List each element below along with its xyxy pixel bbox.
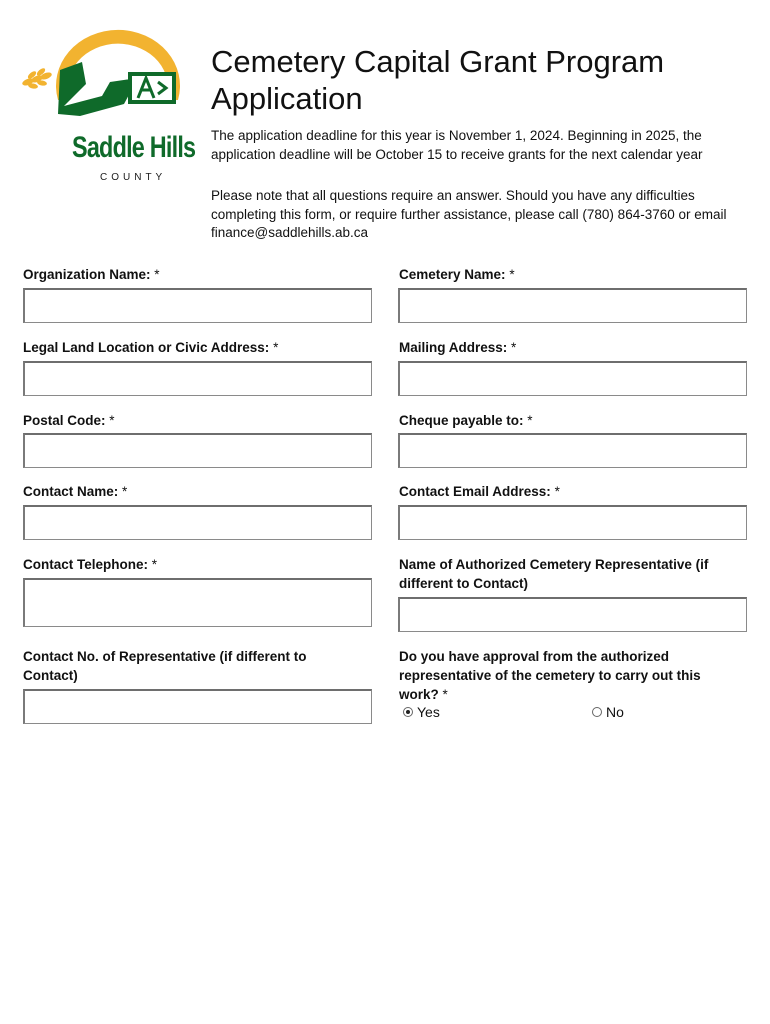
authorized-rep-input[interactable] (398, 597, 747, 632)
contact-note: Please note that all questions require an answer. Should you have any difficulties completing this form, or require further assistance, please call (780) 864-3760 or email finance@saddlehills.ab.ca (211, 188, 727, 240)
rep-contact-no-input[interactable] (23, 689, 372, 724)
contact-telephone-label: Contact Telephone: * (23, 557, 158, 572)
mailing-address-input[interactable] (398, 361, 747, 396)
contact-name-label: Contact Name: * (23, 484, 128, 499)
rep-contact-no-label: Contact No. of Representative (if different to Contact) (23, 649, 307, 683)
logo-subtitle: COUNTY (100, 172, 167, 183)
legal-land-input[interactable] (23, 361, 372, 396)
contact-name-input[interactable] (23, 505, 372, 540)
logo-name: Saddle Hills (72, 131, 196, 164)
contact-email-input[interactable] (398, 505, 747, 540)
approval-option-no[interactable] (592, 704, 624, 720)
mailing-address-label: Mailing Address: * (399, 340, 517, 355)
organization-name-input[interactable] (23, 288, 372, 323)
radio-selected-icon[interactable] (403, 707, 413, 717)
organization-name-label: Organization Name: * (23, 267, 160, 282)
approval-option-yes[interactable] (403, 704, 440, 720)
cheque-payable-label: Cheque payable to: * (399, 413, 533, 428)
legal-land-label: Legal Land Location or Civic Address: * (23, 340, 279, 355)
deadline-notice: The application deadline for this year is November 1, 2024. Beginning in 2025, the application deadline will be October 15 to receive grants for the next calendar year (211, 128, 703, 162)
cemetery-name-label: Cemetery Name: * (399, 267, 515, 282)
radio-unselected-icon[interactable] (592, 707, 602, 717)
authorized-rep-label: Name of Authorized Cemetery Representative (if different to Contact) (399, 557, 709, 591)
cheque-payable-input[interactable] (398, 433, 747, 468)
county-logo (20, 22, 196, 183)
cemetery-name-input[interactable] (398, 288, 747, 323)
contact-telephone-input[interactable] (23, 578, 372, 627)
approval-no-label: No (606, 704, 624, 720)
postal-code-input[interactable] (23, 433, 372, 468)
postal-code-label: Postal Code: * (23, 413, 115, 428)
contact-email-label: Contact Email Address: * (399, 484, 560, 499)
approval-yes-label: Yes (417, 704, 440, 720)
page-title: Cemetery Capital Grant Program Application (211, 44, 665, 116)
approval-question: Do you have approval from the authorized representative of the cemetery to carry out this work? * (399, 649, 701, 702)
